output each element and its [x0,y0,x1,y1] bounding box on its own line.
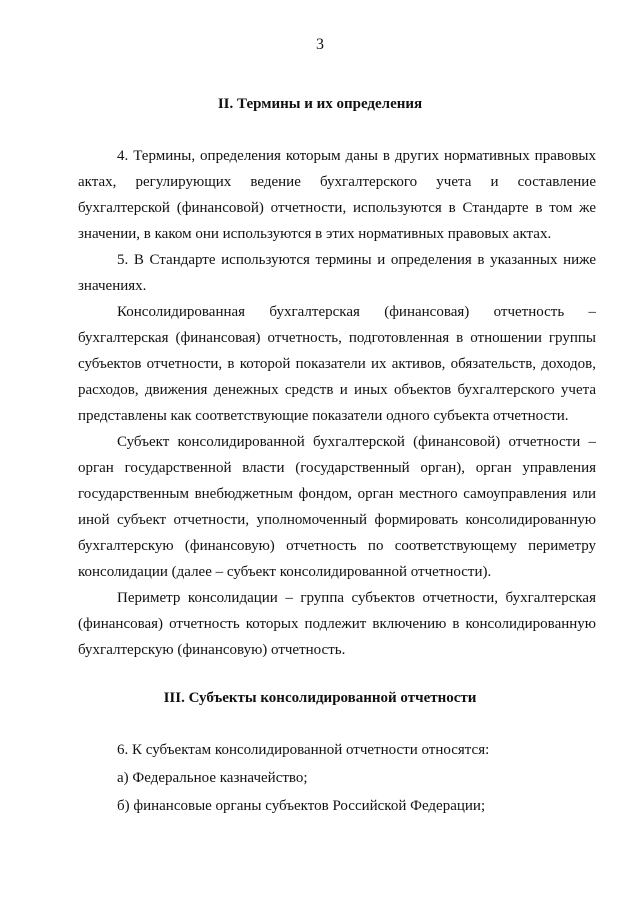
paragraph-line: 4. Термины, определения которым даны в других нормативных правовых [117,148,596,164]
paragraph-line: значениях. [78,278,147,294]
page-number: 3 [316,36,324,53]
section-3-heading: III. Субъекты консолидированной отчетности [163,690,477,706]
definition-line: бухгалтерскую (финансовую) отчетность по соответствующему периметру [78,538,596,554]
paragraph-line: актах, регулирующих ведение бухгалтерского учета и составление [78,174,596,190]
definition-line: Консолидированная бухгалтерская (финансовая) отчетность – [117,304,596,320]
section-2-heading: II. Термины и их определения [217,96,423,112]
definition-line: субъектов отчетности, в которой показатели их активов, обязательств, доходов, [78,356,596,372]
paragraph-line: бухгалтерской (финансовой) отчетности, используются в Стандарте в том же [78,200,596,216]
definition-line: бухгалтерскую (финансовую) отчетность. [78,642,346,658]
list-item: б) финансовые органы субъектов Российской Федерации; [117,798,486,814]
definition-line: Субъект консолидированной бухгалтерской (финансовой) отчетности – [117,434,596,450]
definition-line: иной субъект отчетности, уполномоченный формировать консолидированную [78,512,596,528]
definition-line: консолидации (далее – субъект консолидированной отчетности). [78,564,492,580]
paragraph-line: 5. В Стандарте используются термины и определения в указанных ниже [117,252,596,268]
list-item: а) Федеральное казначейство; [117,770,308,786]
definition-line: государственным внебюджетным фондом, орган местного самоуправления или [78,486,596,502]
definition-line: представлены как соответствующие показатели одного субъекта отчетности. [78,408,569,424]
definition-line: Периметр консолидации – группа субъектов отчетности, бухгалтерская [117,590,596,606]
definition-line: бухгалтерская (финансовая) отчетность, подготовленная в отношении группы [78,330,596,346]
paragraph-line: 6. К субъектам консолидированной отчетности относятся: [117,742,490,758]
definition-line: (финансовая) отчетность которых подлежит включению в консолидированную [78,616,596,632]
definition-line: орган государственной власти (государственный орган), орган управления [78,460,596,476]
paragraph-line: значении, в каком они используются в этих нормативных правовых актах. [78,226,552,242]
definition-line: расходов, движения денежных средств и иных объектов бухгалтерского учета [78,382,596,398]
